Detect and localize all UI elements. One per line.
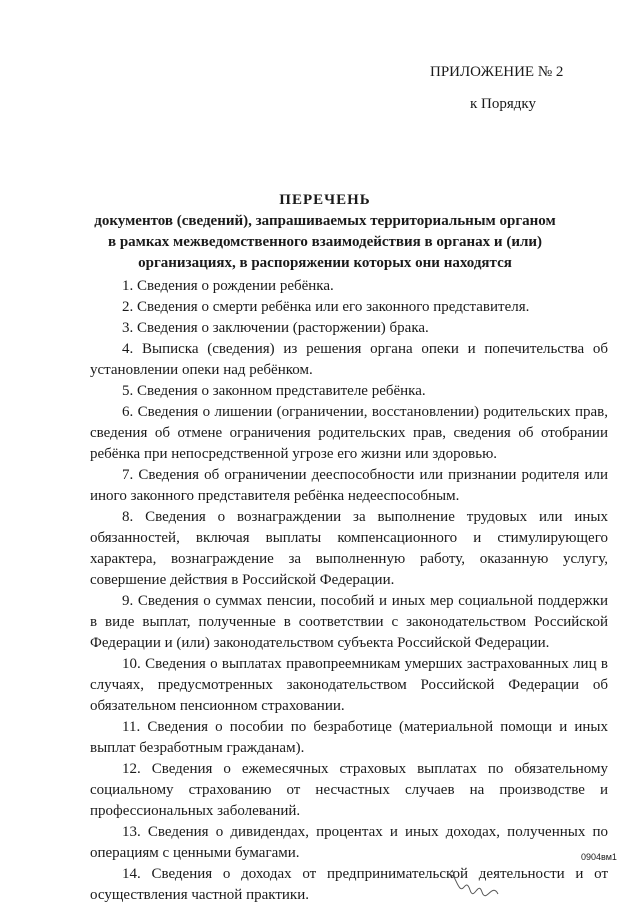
document-code: 0904вм1 (581, 852, 617, 862)
appendix-label: ПРИЛОЖЕНИЕ № 2 (430, 64, 564, 80)
list-item: 1. Сведения о рождении ребёнка. (122, 278, 334, 294)
list-item: 9. Сведения о суммах пенсии, пособий и иных мер социальной поддержки в виде выплат, полученные в соответствии с законодательством Российской Федерации и (или) законодательством субъекта Российской Федерации. (90, 593, 608, 651)
list-item: 13. Сведения о дивидендах, процентах и иных доходах, полученных по операциям с ценными бумагами. (90, 824, 608, 861)
list-item: 10. Сведения о выплатах правопреемникам умерших застрахованных лиц в случаях, предусмотренных законодательством Российской Федерации об обязательном пенсионном страховании. (90, 656, 608, 714)
document-list (90, 276, 608, 906)
list-item: 4. Выписка (сведения) из решения органа опеки и попечительства об установлении опеки над ребёнком. (90, 341, 608, 378)
order-reference: к Порядку (470, 96, 536, 112)
list-item: 3. Сведения о заключении (расторжении) брака. (122, 320, 429, 336)
list-item: 7. Сведения об ограничении дееспособности или признании родителя или иного законного представителя ребёнка недееспособным. (90, 467, 608, 504)
list-item: 11. Сведения о пособии по безработице (материальной помощи и иных выплат безработным гражданам). (90, 719, 608, 756)
list-item: 8. Сведения о вознаграждении за выполнение трудовых или иных обязанностей, включая выплаты компенсационного и стимулирующего характера, вознаграждение за выполненную работу, оказанную услугу, совершение действия в Российской Федерации. (90, 509, 608, 588)
signature-scribble (446, 868, 506, 902)
heading-line-2: в рамках межведомственного взаимодействия в органах и (или) (107, 234, 543, 250)
list-item: 2. Сведения о смерти ребёнка или его законного представителя. (122, 299, 530, 315)
list-item: 12. Сведения о ежемесячных страховых выплатах по обязательному социальному страхованию от несчастных случаев на производстве и профессиональных заболеваний. (90, 761, 608, 819)
document-title: ПЕРЕЧЕНЬ (279, 192, 371, 208)
heading-line-1: документов (сведений), запрашиваемых территориальным органом (94, 213, 556, 229)
list-item: 6. Сведения о лишении (ограничении, восстановлении) родительских прав, сведения об отмене ограничения родительских прав, сведения об отобрании ребёнка при непосредственной угрозе его жизни или здоровью. (90, 404, 608, 462)
heading-line-3: организациях, в распоряжении которых они находятся (138, 255, 512, 271)
list-item: 14. Сведения о доходах от предпринимательской деятельности и от осуществления частной практики. (90, 866, 608, 903)
document-heading (90, 190, 560, 274)
list-item: 5. Сведения о законном представителе ребёнка. (122, 383, 426, 399)
